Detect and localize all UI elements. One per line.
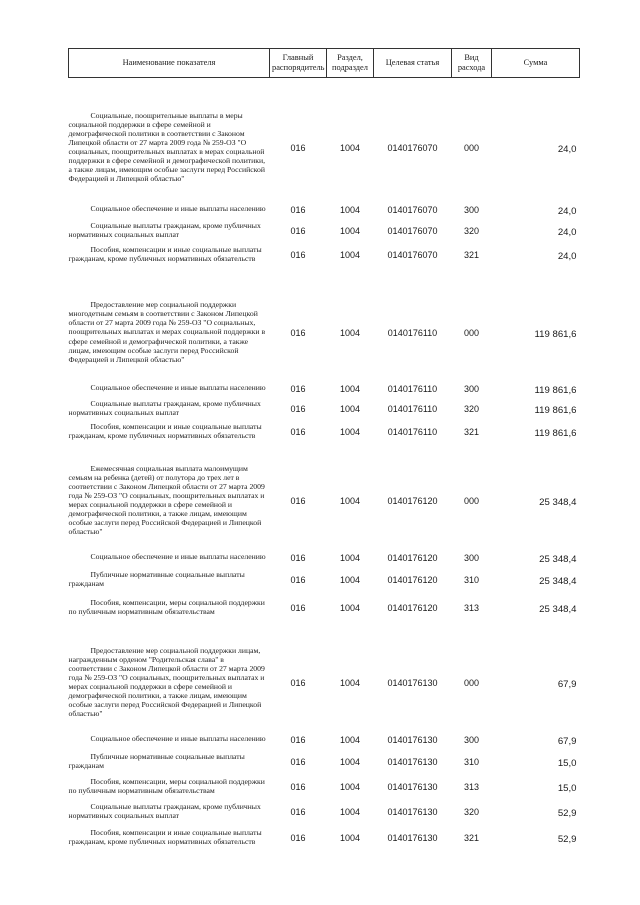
indicator-name: Социальное обеспечение и иные выплаты населению [90,552,266,562]
indicator-name: Пособия, компенсации и иные социальные выплаты гражданам, кроме публичных нормативных обязательств [68,244,264,263]
indicator-name: Социальное обеспечение и иные выплаты населению [90,383,266,393]
vid-code: 320 [463,807,480,817]
razdel-code: 1004 [339,782,361,792]
amount: 24,0 [557,205,577,217]
table-row [69,546,580,568]
statya-code: 0140176120 [387,575,438,585]
razdel-code: 1004 [339,427,361,437]
razdel-code: 1004 [339,833,361,843]
amount: 25 348,4 [539,496,577,508]
vid-code: 321 [463,427,480,437]
statya-code: 0140176130 [387,678,438,688]
table-row [69,198,580,220]
table-body [69,78,580,853]
table-row [69,220,580,240]
indicator-name: Социальные выплаты гражданам, кроме публичных нормативных социальных выплат [68,398,263,417]
table-row [69,286,580,378]
vid-code: 300 [463,553,480,563]
statya-code: 0140176070 [387,143,438,153]
glavny-code: 016 [290,404,306,414]
table-row [69,418,580,444]
vid-code: 310 [463,757,480,767]
glavny-code: 016 [290,205,306,215]
row-spacer [69,78,580,97]
statya-code: 0140176120 [387,553,438,563]
razdel-code: 1004 [339,384,361,394]
amount: 25 348,4 [539,603,577,615]
vid-code: 320 [463,404,480,414]
vid-code: 310 [463,575,480,585]
glavny-code: 016 [290,143,306,153]
indicator-name: Предоставление мер социальной поддержки лицам, награжденным орденом "Родительская слава" в соответствии с Законом Липецкой области от 27 марта 2009 года № 259-ОЗ "О социальных, поощрительных выплатах и мерах социальной поддержки в сфере семейной и демографической политики, а также лицам, имеющим особые заслуги перед Российской Федерацией и Липецкой областью" [68,645,267,719]
vid-code: 313 [463,603,480,613]
glavny-code: 016 [290,226,306,236]
row-spacer [69,624,580,636]
razdel-code: 1004 [339,250,361,260]
glavny-code: 016 [290,782,306,792]
statya-code: 0140176070 [387,250,438,260]
glavny-code: 016 [290,553,306,563]
table-row [69,96,580,198]
indicator-name: Публичные нормативные социальные выплаты гражданам [68,569,247,588]
amount: 15,0 [557,782,577,794]
indicator-name: Социальное обеспечение и иные выплаты населению [90,204,266,214]
statya-code: 0140176130 [387,833,438,843]
indicator-name: Социальные выплаты гражданам, кроме публичных нормативных социальных выплат [68,220,263,239]
statya-code: 0140176130 [387,735,438,745]
razdel-code: 1004 [339,205,361,215]
razdel-code: 1004 [339,496,361,506]
header-summa: Сумма [492,49,580,78]
header-vid: Вид расхода [452,49,492,78]
amount: 24,0 [557,226,577,238]
indicator-name: Социальные, поощрительные выплаты в меры социальной поддержки в сфере семейной и демографической политики в соответствии с Законом Липецкой области от 27 марта 2009 года № 259-ОЗ "О социальных, поощрительных выплатах в мерах социальной поддержки в сфере семейной и демографической политики, а также лицам, имеющим особые заслуги перед Российской Федерацией и Липецкой областью" [68,110,267,184]
amount: 24,0 [557,143,577,155]
glavny-code: 016 [290,384,306,394]
table-row [69,728,580,750]
vid-code: 313 [463,782,480,792]
table-row [69,378,580,398]
amount: 67,9 [557,678,577,690]
table-row [69,568,580,590]
header-name: Наименование показателя [69,49,270,78]
razdel-code: 1004 [339,735,361,745]
statya-code: 0140176130 [387,782,438,792]
amount: 24,0 [557,250,577,262]
amount: 119 861,6 [534,427,577,439]
razdel-code: 1004 [339,553,361,563]
amount: 52,9 [557,807,577,819]
glavny-code: 016 [290,250,306,260]
razdel-code: 1004 [339,807,361,817]
budget-table [68,48,580,852]
indicator-name: Ежемесячная социальная выплата малоимущим семьям на ребенка (детей) от полутора до трех лет в соответствии с Законом Липецкой области от 27 марта 2009 года № 259-ОЗ "О социальных, поощрительных выплатах и мерах социальной поддержки в сфере семейной и демографической политики, а также лицам, имеющим особые заслуги перед Российской Федерацией и Липецкой областью" [68,463,267,537]
statya-code: 0140176110 [387,427,438,437]
razdel-code: 1004 [339,757,361,767]
amount: 15,0 [557,757,577,769]
glavny-code: 016 [290,328,306,338]
row-spacer [69,444,580,454]
indicator-name: Пособия, компенсации и иные социальные выплаты гражданам, кроме публичных нормативных обязательств [68,421,264,440]
razdel-code: 1004 [339,603,361,613]
statya-code: 0140176130 [387,757,438,767]
statya-code: 0140176070 [387,205,438,215]
vid-code: 000 [463,328,480,338]
amount: 119 861,6 [534,328,577,340]
razdel-code: 1004 [339,143,361,153]
vid-code: 300 [463,384,480,394]
razdel-code: 1004 [339,328,361,338]
table-row [69,454,580,546]
indicator-name: Пособия, компенсации, меры социальной поддержки по публичным нормативным обязательствам [68,776,267,795]
statya-code: 0140176120 [387,496,438,506]
glavny-code: 016 [290,496,306,506]
indicator-name: Социальное обеспечение и иные выплаты населению [90,734,266,744]
amount: 119 861,6 [534,404,577,416]
table-row [69,750,580,772]
vid-code: 300 [463,735,480,745]
amount: 52,9 [557,833,577,845]
row-spacer [69,268,580,286]
vid-code: 300 [463,205,480,215]
amount: 119 861,6 [534,384,577,396]
table-row [69,636,580,728]
razdel-code: 1004 [339,678,361,688]
razdel-code: 1004 [339,575,361,585]
indicator-name: Пособия, компенсации, меры социальной поддержки по публичным нормативным обязательствам [68,597,267,616]
statya-code: 0140176110 [387,328,438,338]
table-row [69,590,580,624]
table-row [69,772,580,800]
glavny-code: 016 [290,603,306,613]
table-row [69,800,580,822]
header-razdel: Раздел, подраздел [327,49,374,78]
statya-code: 0140176070 [387,226,438,236]
table-row [69,240,580,268]
glavny-code: 016 [290,678,306,688]
vid-code: 321 [463,833,480,843]
header-row [69,49,580,78]
vid-code: 320 [463,226,480,236]
statya-code: 0140176130 [387,807,438,817]
glavny-code: 016 [290,807,306,817]
statya-code: 0140176110 [387,404,438,414]
indicator-name: Предоставление мер социальной поддержки многодетным семьям в соответствии с Законом Липецкой области от 27 марта 2009 года № 259-ОЗ "О социальных, поощрительных выплатах и мерах социальной поддержки в сфере семейной и демографической политики, а также лицам, имеющим особые заслуги перед Российской Федерацией и Липецкой областью" [68,300,268,364]
razdel-code: 1004 [339,404,361,414]
glavny-code: 016 [290,757,306,767]
vid-code: 000 [463,678,480,688]
glavny-code: 016 [290,735,306,745]
indicator-name: Пособия, компенсации и иные социальные выплаты гражданам, кроме публичных нормативных обязательств [68,827,264,846]
table-row [69,822,580,852]
indicator-name: Публичные нормативные социальные выплаты гражданам [68,751,247,770]
statya-code: 0140176120 [387,603,438,613]
vid-code: 000 [463,496,480,506]
amount: 25 348,4 [539,553,577,565]
header-statya: Целевая статья [374,49,452,78]
glavny-code: 016 [290,427,306,437]
indicator-name: Социальные выплаты гражданам, кроме публичных нормативных социальных выплат [68,801,263,820]
table-row [69,398,580,418]
glavny-code: 016 [290,575,306,585]
vid-code: 000 [463,143,480,153]
amount: 67,9 [557,735,577,747]
header-glavny: Главный распорядитель [270,49,327,78]
razdel-code: 1004 [339,226,361,236]
glavny-code: 016 [290,833,306,843]
amount: 25 348,4 [539,575,577,587]
statya-code: 0140176110 [387,384,438,394]
vid-code: 321 [463,250,480,260]
